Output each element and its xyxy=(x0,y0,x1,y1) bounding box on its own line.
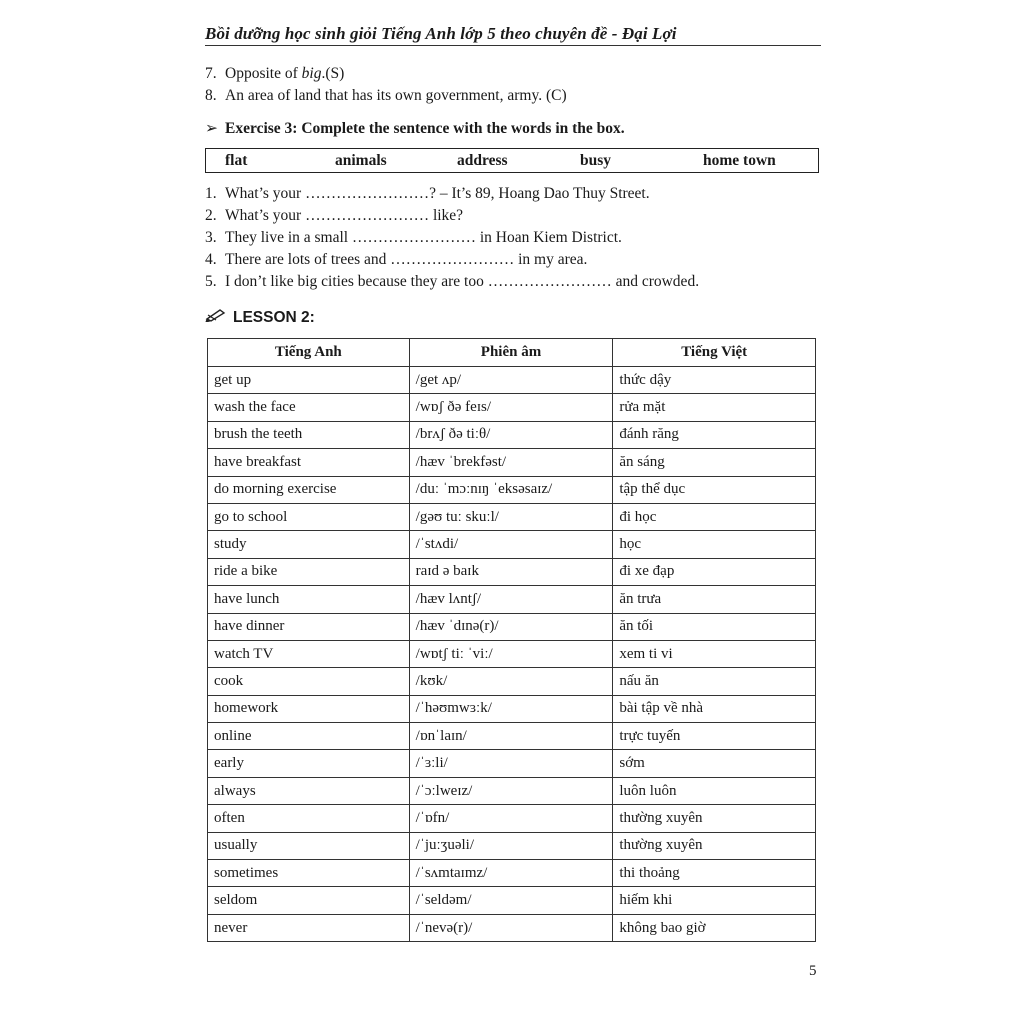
phonetic-transcription: /ˈɒfn/ xyxy=(409,805,613,832)
vietnamese-meaning: không bao giờ xyxy=(613,914,816,941)
table-row xyxy=(208,394,816,421)
phonetic-transcription: /hæv lʌntʃ/ xyxy=(409,586,613,613)
table-row xyxy=(208,832,816,859)
english-term: never xyxy=(208,914,410,941)
english-term: always xyxy=(208,777,410,804)
sentence-text: They live in a small …………………… in Hoan Kiem District. xyxy=(225,229,622,246)
phonetic-transcription: /wɒtʃ tiː ˈviː/ xyxy=(409,640,613,667)
vocabulary-table xyxy=(207,338,816,942)
definition-number: 7. xyxy=(205,65,217,82)
table-row xyxy=(208,860,816,887)
table-row xyxy=(208,503,816,530)
phonetic-transcription: /gəʊ tuː skuːl/ xyxy=(409,503,613,530)
phonetic-transcription: raɪd ə baɪk xyxy=(409,558,613,585)
table-row xyxy=(208,449,816,476)
vietnamese-meaning: đánh răng xyxy=(613,421,816,448)
table-row xyxy=(208,914,816,941)
word-box-item: busy xyxy=(580,152,612,169)
vietnamese-meaning: ăn trưa xyxy=(613,586,816,613)
exercise-heading xyxy=(205,119,625,138)
phonetic-transcription: /duː ˈmɔːnɪŋ ˈeksəsaɪz/ xyxy=(409,476,613,503)
column-header: Tiếng Việt xyxy=(613,339,816,367)
phonetic-transcription: /hæv ˈbrekfəst/ xyxy=(409,449,613,476)
phonetic-transcription: /hæv ˈdɪnə(r)/ xyxy=(409,613,613,640)
definition-item xyxy=(205,87,567,105)
vocabulary-table-body xyxy=(208,367,816,942)
english-term: get up xyxy=(208,367,410,394)
phonetic-transcription: /brʌʃ ðə tiːθ/ xyxy=(409,421,613,448)
column-header: Tiếng Anh xyxy=(208,339,410,367)
phonetic-transcription: /ˈjuːʒuəli/ xyxy=(409,832,613,859)
arrow-bullet-icon: ➢ xyxy=(205,120,218,137)
lesson-title: LESSON 2: xyxy=(233,309,315,326)
word-box xyxy=(205,148,819,173)
vietnamese-meaning: học xyxy=(613,531,816,558)
table-row xyxy=(208,777,816,804)
vietnamese-meaning: sớm xyxy=(613,750,816,777)
sentence-number: 5. xyxy=(205,273,217,290)
word-box-item: home town xyxy=(703,152,776,169)
phonetic-transcription: /ˈɔːlweɪz/ xyxy=(409,777,613,804)
exercise-sentence xyxy=(205,185,650,203)
sentence-number: 2. xyxy=(205,207,217,224)
phonetic-transcription: /ˈseldəm/ xyxy=(409,887,613,914)
english-term: online xyxy=(208,723,410,750)
english-term: watch TV xyxy=(208,640,410,667)
running-header: Bồi dưỡng học sinh giỏi Tiếng Anh lớp 5 theo chuyên đề - Đại Lợi xyxy=(205,24,677,43)
phonetic-transcription: /ˈhəʊmwɜːk/ xyxy=(409,695,613,722)
phonetic-transcription: /wɒʃ ðə feɪs/ xyxy=(409,394,613,421)
vietnamese-meaning: bài tập về nhà xyxy=(613,695,816,722)
table-row xyxy=(208,531,816,558)
exercise-sentence xyxy=(205,207,463,225)
table-row xyxy=(208,558,816,585)
vietnamese-meaning: đi xe đạp xyxy=(613,558,816,585)
vietnamese-meaning: thường xuyên xyxy=(613,832,816,859)
word-box-item: address xyxy=(457,152,508,169)
vietnamese-meaning: ăn sáng xyxy=(613,449,816,476)
phonetic-transcription: /ˈstʌdi/ xyxy=(409,531,613,558)
column-header: Phiên âm xyxy=(409,339,613,367)
phonetic-transcription: /ˈnevə(r)/ xyxy=(409,914,613,941)
word-box-item: flat xyxy=(225,152,248,169)
table-row xyxy=(208,613,816,640)
definition-italic-word: big xyxy=(301,65,322,82)
english-term: early xyxy=(208,750,410,777)
sentence-number: 1. xyxy=(205,185,217,202)
sentence-number: 4. xyxy=(205,251,217,268)
definition-item xyxy=(205,65,344,83)
table-row xyxy=(208,421,816,448)
sentence-text: What’s your ……………………? – It’s 89, Hoang Dao Thuy Street. xyxy=(225,185,650,202)
vietnamese-meaning: hiếm khi xyxy=(613,887,816,914)
english-term: seldom xyxy=(208,887,410,914)
vietnamese-meaning: nấu ăn xyxy=(613,668,816,695)
exercise-sentence xyxy=(205,251,587,269)
table-row xyxy=(208,586,816,613)
phonetic-transcription: /ɒnˈlaɪn/ xyxy=(409,723,613,750)
word-box-item: animals xyxy=(335,152,387,169)
table-row xyxy=(208,695,816,722)
vietnamese-meaning: thức dậy xyxy=(613,367,816,394)
english-term: have breakfast xyxy=(208,449,410,476)
table-row xyxy=(208,668,816,695)
table-row xyxy=(208,723,816,750)
english-term: sometimes xyxy=(208,860,410,887)
table-row xyxy=(208,750,816,777)
english-term: wash the face xyxy=(208,394,410,421)
english-term: have dinner xyxy=(208,613,410,640)
vietnamese-meaning: trực tuyến xyxy=(613,723,816,750)
definition-text: Opposite of xyxy=(225,65,302,82)
english-term: have lunch xyxy=(208,586,410,613)
phonetic-transcription: /ˈsʌmtaɪmz/ xyxy=(409,860,613,887)
sentence-text: I don’t like big cities because they are too …………………… and crowded. xyxy=(225,273,700,290)
vietnamese-meaning: thường xuyên xyxy=(613,805,816,832)
english-term: go to school xyxy=(208,503,410,530)
vietnamese-meaning: xem ti vi xyxy=(613,640,816,667)
phonetic-transcription: /ˈɜːli/ xyxy=(409,750,613,777)
table-row xyxy=(208,476,816,503)
english-term: often xyxy=(208,805,410,832)
vietnamese-meaning: ăn tối xyxy=(613,613,816,640)
table-row xyxy=(208,640,816,667)
exercise-sentence xyxy=(205,229,622,247)
vietnamese-meaning: luôn luôn xyxy=(613,777,816,804)
vietnamese-meaning: thi thoảng xyxy=(613,860,816,887)
vietnamese-meaning: đi học xyxy=(613,503,816,530)
phonetic-transcription: /kʊk/ xyxy=(409,668,613,695)
pencil-icon xyxy=(205,308,233,327)
table-row xyxy=(208,887,816,914)
english-term: study xyxy=(208,531,410,558)
english-term: do morning exercise xyxy=(208,476,410,503)
english-term: ride a bike xyxy=(208,558,410,585)
sentence-text: What’s your …………………… like? xyxy=(225,207,464,224)
sentence-text: There are lots of trees and …………………… in my area. xyxy=(225,251,588,268)
table-row xyxy=(208,367,816,394)
vietnamese-meaning: rửa mặt xyxy=(613,394,816,421)
definition-text: An area of land that has its own government, army. (C) xyxy=(225,87,567,104)
sentence-number: 3. xyxy=(205,229,217,246)
table-row xyxy=(208,805,816,832)
english-term: homework xyxy=(208,695,410,722)
header-rule xyxy=(205,45,821,46)
phonetic-transcription: /get ʌp/ xyxy=(409,367,613,394)
page-number: 5 xyxy=(809,963,817,979)
exercise-sentence xyxy=(205,273,699,291)
english-term: usually xyxy=(208,832,410,859)
english-term: cook xyxy=(208,668,410,695)
definition-number: 8. xyxy=(205,87,217,104)
exercise-heading-text: Exercise 3: Complete the sentence with the words in the box. xyxy=(225,120,625,137)
lesson-heading xyxy=(205,308,315,327)
vietnamese-meaning: tập thể dục xyxy=(613,476,816,503)
english-term: brush the teeth xyxy=(208,421,410,448)
definition-suffix: .(S) xyxy=(321,65,345,82)
table-header-row xyxy=(208,339,816,367)
